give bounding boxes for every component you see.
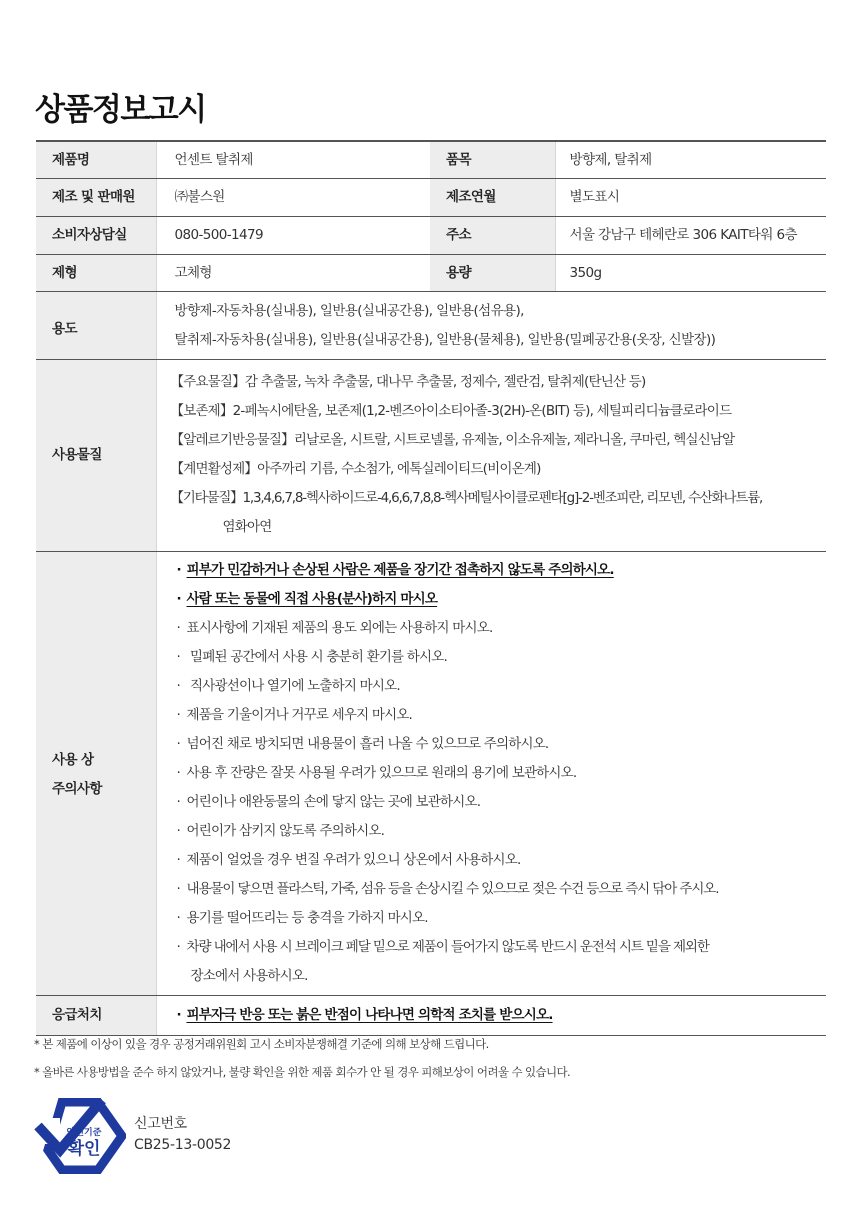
caution-item: · 사용 후 잔량은 잘못 사용될 우려가 있으므로 원래의 용기에 보관하시오. <box>176 764 577 781</box>
caution-item: · 차량 내에서 사용 시 브레이크 페달 밑으로 제품이 들어가지 않도록 반드시 운전석 시트 밑을 제외한 <box>176 938 709 955</box>
caution-item: · 제품을 기울이거나 거꾸로 세우지 마시오. <box>176 706 413 723</box>
address-label: 주소 <box>430 216 555 254</box>
caution-item-continued: 장소에서 사용하시오. <box>190 967 308 984</box>
form-value: 고체형 <box>156 254 430 291</box>
maker-label: 제조 및 판매원 <box>36 178 156 216</box>
form-label: 제형 <box>36 254 156 291</box>
caution-item: · 내용물이 닿으면 플라스틱, 가죽, 섬유 등을 손상시킬 수 있으므로 젖은 수건 등으로 즉시 닦아 주시오. <box>176 880 719 897</box>
usage-value <box>156 291 826 359</box>
capacity-label: 용량 <box>430 254 555 291</box>
table-row <box>36 551 826 995</box>
substance-line: 【계면활성제】아주까리 기름, 수소첨가, 에톡실레이티드(비이온계) <box>170 461 541 477</box>
substances-label: 사용물질 <box>36 359 156 551</box>
capacity-value: 350g <box>555 254 826 291</box>
footnote: * 올바른 사용방법을 준수 하지 않았거나, 불량 확인을 위한 제품 회수가 안 될 경우 피해보상이 어려울 수 있습니다. <box>34 1065 571 1079</box>
table-row <box>36 141 826 178</box>
consumer-center-phone: 080-500-1479 <box>156 216 430 254</box>
first-aid-item: · 피부자극 반응 또는 붉은 반점이 나타나면 의학적 조치를 받으시오. <box>176 1006 553 1023</box>
caution-item: · 밀폐된 공간에서 사용 시 충분히 환기를 하시오. <box>176 648 448 665</box>
cautions-label-line: 사용 상 <box>52 752 94 768</box>
table-row <box>36 178 826 216</box>
caution-item: · 표시사항에 기재된 제품의 용도 외에는 사용하지 마시오. <box>176 619 493 636</box>
cautions-label <box>36 551 156 995</box>
caution-item: · 용기를 떨어뜨리는 등 충격을 가하지 마시오. <box>176 909 428 926</box>
usage-line: 탈취제-자동차용(실내용), 일반용(실내공간용), 일반용(물체용), 일반용(밀폐공간용(옷장, 신발장)) <box>174 332 716 348</box>
table-row <box>36 254 826 291</box>
substance-line: 【알레르기반응물질】리날로올, 시트랄, 시트로넬롤, 유제놀, 이소유제놀, 제라니올, 쿠마린, 헥실신남알 <box>170 432 735 448</box>
item-label: 품목 <box>430 141 555 178</box>
table-row <box>36 359 826 551</box>
caution-item: · 직사광선이나 열기에 노출하지 마시오. <box>176 677 400 694</box>
substance-line: 【주요물질】감 추출물, 녹차 추출물, 대나무 추출물, 정제수, 젤란검, 탈취제(탄닌산 등) <box>170 374 646 390</box>
substance-line: 【보존제】2-페녹시에탄올, 보존제(1,2-벤즈아이소티아졸-3(2H)-온(BIT) 등), 세틸피리디늄클로라이드 <box>170 403 732 419</box>
item-value: 방향제, 탈취제 <box>555 141 826 178</box>
product-name-label: 제품명 <box>36 141 156 178</box>
cautions-label-line: 주의사항 <box>52 781 102 797</box>
safety-certification-badge-icon <box>34 1098 126 1174</box>
report-label: 신고번호 <box>134 1116 187 1132</box>
table-row <box>36 291 826 359</box>
caution-item: · 넘어진 채로 방치되면 내용물이 흘러 나올 수 있으므로 주의하시오. <box>176 735 549 752</box>
substance-line: 염화아연 <box>222 519 272 535</box>
footnotes <box>34 1030 570 1086</box>
caution-item: · 어린이가 삼키지 않도록 주의하시오. <box>176 822 385 839</box>
product-info-table <box>36 140 826 1036</box>
caution-item: · 제품이 얼었을 경우 변질 우려가 있으니 상온에서 사용하시오. <box>176 851 521 868</box>
report-info <box>134 1114 231 1156</box>
maker-value: ㈜불스원 <box>156 178 430 216</box>
table-row <box>36 995 826 1035</box>
page-title: 상품정보고시 <box>35 92 206 128</box>
caution-item: · 사람 또는 동물에 직접 사용(분사)하지 마시오 <box>176 590 438 607</box>
footnote: * 본 제품에 이상이 있을 경우 공정거래위원회 고시 소비자분쟁해결 기준에 의해 보상해 드립니다. <box>34 1037 489 1051</box>
usage-label: 용도 <box>36 291 156 359</box>
caution-item: · 피부가 민감하거나 손상된 사람은 제품을 장기간 접촉하지 않도록 주의하시오. <box>176 561 614 578</box>
report-number: CB25-13-0052 <box>134 1137 232 1153</box>
mfg-date-label: 제조연월 <box>430 178 555 216</box>
usage-line: 방향제-자동차용(실내용), 일반용(실내공간용), 일반용(섬유용), <box>174 303 524 319</box>
first-aid-value <box>156 995 826 1035</box>
badge-top-text: 안전기준 <box>66 1128 102 1138</box>
table-row <box>36 216 826 254</box>
product-name-value: 언센트 탈취제 <box>156 141 430 178</box>
caution-item: · 어린이나 애완동물의 손에 닿지 않는 곳에 보관하시오. <box>176 793 481 810</box>
consumer-center-label: 소비자상담실 <box>36 216 156 254</box>
badge-main-text: 확인 <box>67 1139 101 1159</box>
substance-line: 【기타물질】1,3,4,6,7,8-헥사하이드로-4,6,6,7,8,8-헥사메틸사이클로펜타[g]-2-벤조피란, 리모넨, 수산화나트륨, <box>170 490 763 506</box>
mfg-date-value: 별도표시 <box>555 178 826 216</box>
cautions-list <box>156 551 826 995</box>
substances-value <box>156 359 826 551</box>
address-value: 서울 강남구 테헤란로 306 KAIT타워 6층 <box>555 216 826 254</box>
first-aid-label: 응급처치 <box>36 995 156 1035</box>
